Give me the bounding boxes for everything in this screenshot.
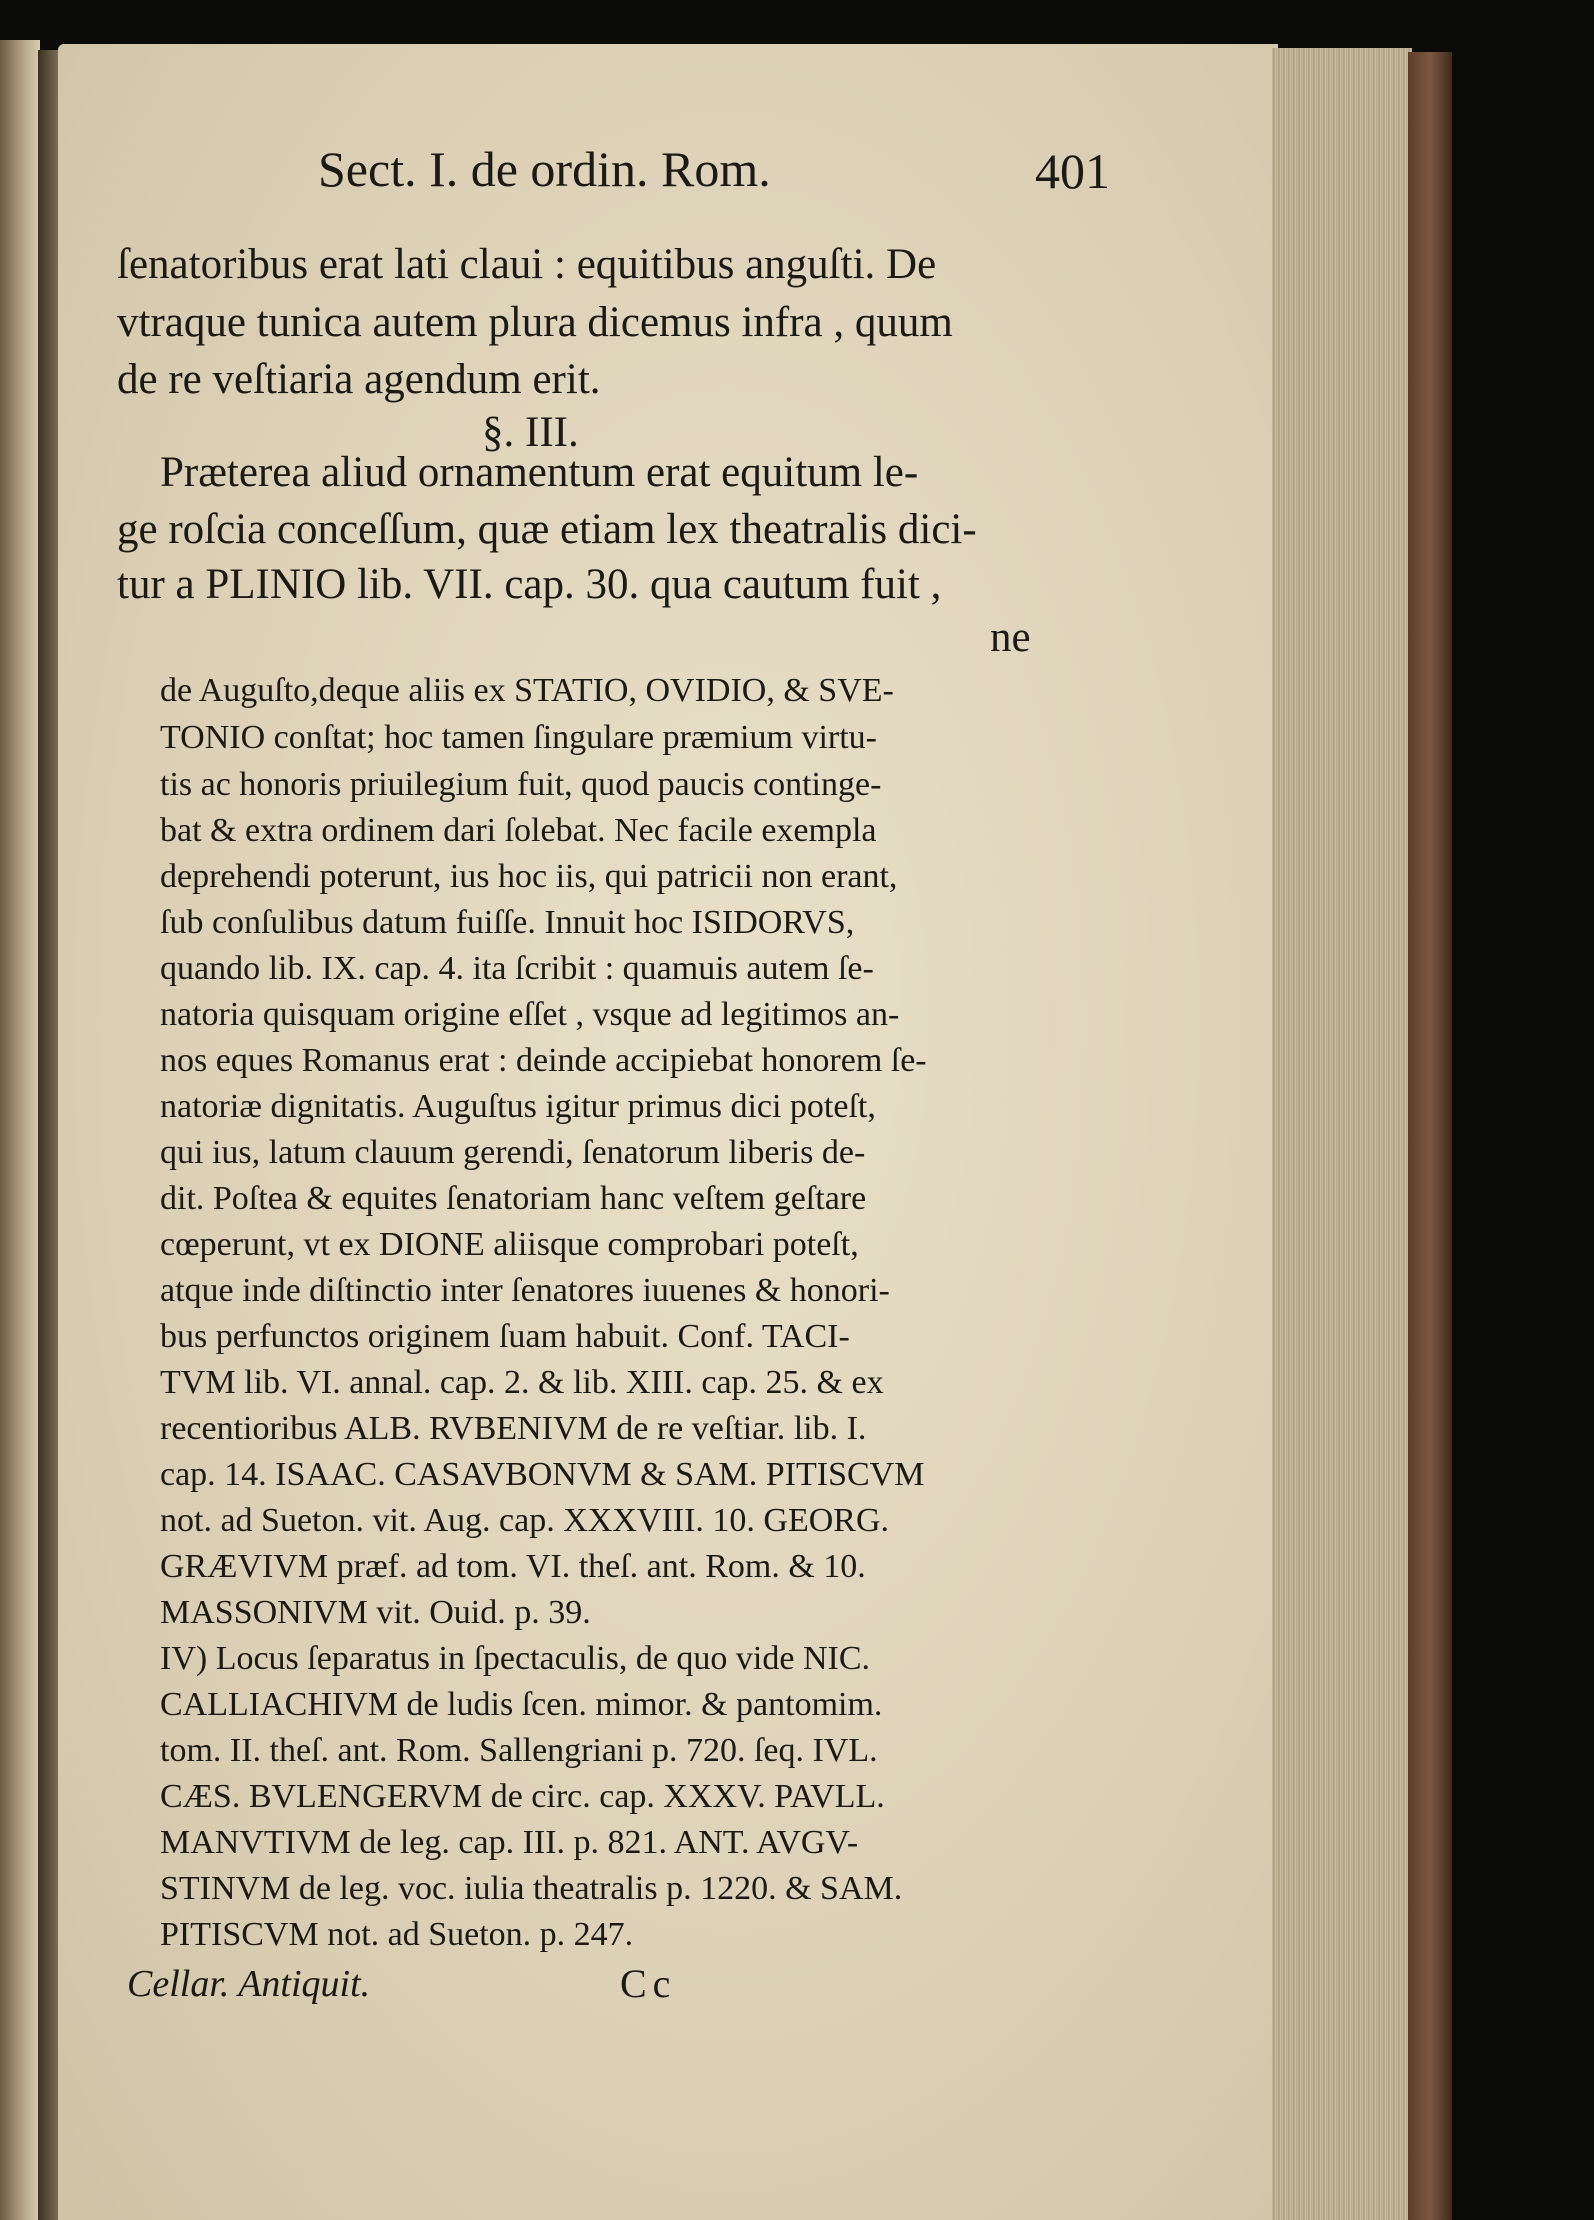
footnote-line: STINVM de leg. voc. iulia theatralis p. 1220. & SAM.	[160, 1870, 903, 1907]
footnote-line: deprehendi poterunt, ius hoc iis, qui patricii non erant,	[160, 858, 898, 895]
body-line: Præterea aliud ornamentum erat equitum le-	[160, 449, 919, 496]
footnote-line: GRÆVIVM præf. ad tom. VI. theſ. ant. Rom. & 10.	[160, 1548, 866, 1585]
footnote-line: bat & extra ordinem dari ſolebat. Nec facile exempla	[160, 812, 877, 849]
body-line: ge roſcia conceſſum, quæ etiam lex theatralis dici-	[117, 506, 977, 553]
footnote-line: tom. II. theſ. ant. Rom. Sallengriani p. 720. ſeq. IVL.	[160, 1732, 878, 1769]
footnote-line: TVM lib. VI. annal. cap. 2. & lib. XIII. cap. 25. & ex	[160, 1364, 884, 1401]
footnote-line: qui ius, latum clauum gerendi, ſenatorum liberis de-	[160, 1134, 866, 1171]
footnote-line: bus perfunctos originem ſuam habuit. Conf. TACI-	[160, 1318, 850, 1355]
footnote-line: quando lib. IX. cap. 4. ita ſcribit : quamuis autem ſe-	[160, 950, 874, 987]
page-number: 401	[1035, 143, 1110, 199]
signature-text: Cellar. Antiquit.	[127, 1963, 371, 2005]
running-head: Sect. I. de ordin. Rom.	[318, 141, 771, 197]
footnote-line: atque inde diſtinctio inter ſenatores iuuenes & honori-	[160, 1272, 890, 1309]
footnote-line: natoriæ dignitatis. Auguſtus igitur primus dici poteſt,	[160, 1088, 876, 1125]
book-cover-edge	[1408, 52, 1452, 2220]
section-heading: §. III.	[482, 409, 579, 456]
catchword: ne	[990, 614, 1031, 661]
footnote-line: recentioribus ALB. RVBENIVM de re veſtiar. lib. I.	[160, 1410, 867, 1447]
footnote-line: IV) Locus ſeparatus in ſpectaculis, de quo vide NIC.	[160, 1640, 871, 1677]
body-line: de re veſtiaria agendum erit.	[117, 356, 601, 403]
footnote-line: MANVTIVM de leg. cap. III. p. 821. ANT. AVGV-	[160, 1824, 859, 1861]
footnote-line: cap. 14. ISAAC. CASAVBONVM & SAM. PITISCVM	[160, 1456, 925, 1493]
footnote-line: MASSONIVM vit. Ouid. p. 39.	[160, 1594, 591, 1631]
footnote-line: nos eques Romanus erat : deinde accipiebat honorem ſe-	[160, 1042, 927, 1079]
page-block-edges	[1272, 48, 1412, 2220]
left-page-edge	[0, 40, 40, 2220]
footnote-line: not. ad Sueton. vit. Aug. cap. XXXVIII. 10. GEORG.	[160, 1502, 890, 1539]
footnote-line: CALLIACHIVM de ludis ſcen. mimor. & pantomim.	[160, 1686, 883, 1723]
body-line: vtraque tunica autem plura dicemus infra , quum	[117, 299, 953, 346]
signature-mark: Cc	[620, 1961, 677, 2006]
footnote-line: natoria quisquam origine eſſet , vsque ad legitimos an-	[160, 996, 900, 1033]
footnote-line: de Auguſto,deque aliis ex STATIO, OVIDIO, & SVE-	[160, 672, 894, 709]
footnote-line: PITISCVM not. ad Sueton. p. 247.	[160, 1916, 634, 1953]
body-line: ſenatoribus erat lati claui : equitibus anguſti. De	[117, 241, 937, 288]
footnote-line: cœperunt, vt ex DIONE aliisque comprobari poteſt,	[160, 1226, 859, 1263]
footnote-line: TONIO conſtat; hoc tamen ſingulare præmium virtu-	[160, 719, 877, 756]
footnote-line: tis ac honoris priuilegium fuit, quod paucis continge-	[160, 766, 882, 803]
footnote-line: dit. Poſtea & equites ſenatoriam hanc veſtem geſtare	[160, 1180, 867, 1217]
footnote-line: ſub conſulibus datum fuiſſe. Innuit hoc ISIDORVS,	[160, 904, 855, 941]
footnote-line: CÆS. BVLENGERVM de circ. cap. XXXV. PAVLL.	[160, 1778, 885, 1815]
body-line: tur a PLINIO lib. VII. cap. 30. qua cautum fuit ,	[117, 561, 942, 608]
